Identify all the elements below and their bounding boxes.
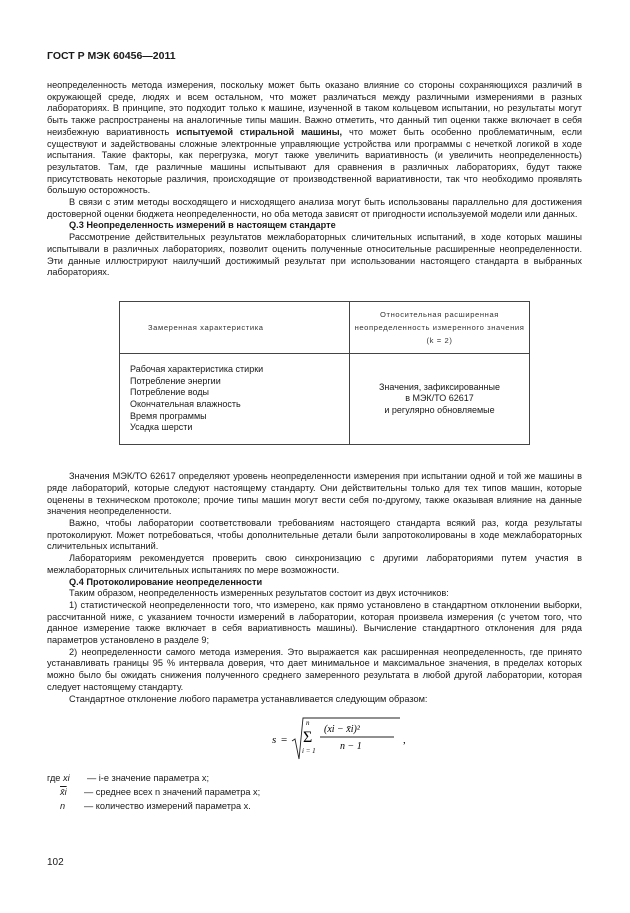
sum-lower: i = 1 — [302, 747, 316, 756]
paragraph-iec-values: Значения МЭК/ТО 62617 определяют уровень неопределенности измерения при испытании одной и той же машины в ряде лабораторий, которые следуют настоящему стандарту. Они действительны только для тех типов машин, которые оценены в техническом протоколе; прочие типы машин могут вести себя по-другому, также оказывая влияние на данные значения неопределенности. — [47, 471, 582, 517]
paragraph-analysis: В связи с этим методы восходящего и нисходящего анализа могут быть использованы параллельно для достижения достоверной оценки бюджета неопределенности, но оба метода зависят от пригодности используемой модели или данных. — [47, 197, 582, 219]
table-row: Потребление энергии — [130, 375, 221, 386]
section-heading-q3: Q.3 Неопределенность измерений в настоящем стандарте — [69, 220, 336, 231]
table-characteristics-cell — [120, 353, 350, 444]
svg-text:=: = — [281, 734, 288, 747]
paragraph-q3: Рассмотрение действительных результатов межлабораторных сличительных испытаний, в ходе которых машины испытывали в различных лабораториях, позволит оценить полученные относительные расширенные неопределенности. Эти данные иллюстрируют наилучший достижимый результат при использовании настоящего стандарта в выбранных лабораториях. — [47, 232, 582, 278]
formula-graphic — [272, 715, 422, 763]
paragraph-q4-intro: Таким образом, неопределенность измеренных результатов состоит из двух источников: — [69, 588, 449, 599]
definition-text: — i-е значение параметра x; — [86, 773, 209, 784]
formula-denominator: n − 1 — [340, 741, 362, 753]
paragraph-q4-item1: 1) статистической неопределенности того, что измерено, как прямо установлено в стандартном отклонении выборки, рассчитанной ниже, с указанием точности измерений в лаборатории, которая произвела измерения (с учетом того, что данное измерение также включает в себя вариативность машины). Вычисление стандартного отклонения для ряда параметров установлено в разделе 9; — [47, 599, 582, 646]
formula-numerator: (xi − x̄i)² — [324, 724, 360, 736]
section-heading-q4: Q.4 Протоколирование неопределенности — [69, 576, 263, 587]
sum-upper: n — [306, 719, 310, 728]
paragraph-continuation: неопределенность метода измерения, поскольку может быть оказано влияние со стороны сохраняющихся различий в окружающей среде, людях и всем остальном, что может различаться между различными измерениями в разных лабораториях. В принципе, это подходит только к машине, изученной в таком кольцевом испытании, но результаты могут быть также распространены на аналогичные типы машин. Важно отметить, что данный тип оценки также включает в себя неизбежную вариативность испытуемой стиральной машины, что может быть особенно проблематичным, если существуют и задействованы сложные электронные управляющие устройства или программы с нечеткой логикой в ходе испытания. Такие факторы, как перегрузка, могут также увеличить вариативность (и увеличить неопределенность) результатов. Там, где различные машины испытывают для сравнения в различных лабораториях, будут также присутствовать некоторые различия, происходящие от производственной вариативности, так что необходимо проявлять большую осторожность. — [47, 80, 582, 196]
table-row: Окончательная влажность — [130, 399, 241, 410]
paragraph-q4-item2: 2) неопределенности самого метода измерения. Это выражается как расширенная неопределенность, где принято устанавливать границы 95 % интервала доверия, что дает минимальное и максимальное значения, в пределах которых можно было бы ожидать снижения полученного среднего замеренного результата в любой другой лаборатории, которая следует настоящему стандарту. — [47, 646, 582, 692]
std-deviation-formula — [47, 715, 582, 763]
page-number: 102 — [47, 857, 64, 868]
table-row: Рабочая характеристика стирки — [130, 363, 264, 374]
definition-symbol: n — [60, 801, 66, 812]
uncertainty-table — [119, 301, 530, 445]
table-row: Усадка шерсти — [130, 422, 193, 433]
definition-symbol: x̄i — [60, 787, 67, 798]
document-body — [47, 80, 582, 813]
table-values-cell: Значения, зафиксированные в МЭК/ТО 62617 и регулярно обновляемые — [350, 353, 530, 444]
definition-row — [47, 799, 582, 813]
definition-text: — среднее всех n значений параметра x; — [84, 787, 261, 798]
definition-row: где xi — i-е значение параметра x; — [47, 773, 209, 784]
definition-row — [47, 785, 582, 799]
table-header-characteristic: Замеренная характеристика — [120, 301, 350, 353]
page-header: ГОСТ Р МЭК 60456—2011 — [47, 50, 176, 62]
sum-sign: Σ — [303, 729, 313, 747]
paragraph-lab-sync: Лабораториям рекомендуется проверить свою синхронизацию с другими лабораториями путем участия в межлабораторных сличительных испытаниях по мере возможности. — [47, 553, 582, 575]
table-header-uncertainty: Относительная расширенная неопределенность измеренного значения (k = 2) — [350, 301, 530, 353]
paragraph-q4-formula-intro: Стандартное отклонение любого параметра устанавливается следующим образом: — [69, 693, 428, 704]
table-row: Потребление воды — [130, 387, 210, 398]
svg-text:,: , — [403, 734, 406, 747]
bold-phrase: испытуемой стиральной машины, — [176, 126, 343, 137]
definition-text: — количество измерений параметра x. — [84, 801, 251, 812]
paragraph-lab-requirements: Важно, чтобы лаборатории соответствовали требованиям настоящего стандарта всякий раз, когда результаты протоколируют. Может потребоваться, чтобы дополнительные детали были запротоколированы в ходе межлабораторных сличительных испытаний. — [47, 517, 582, 552]
table-row: Время программы — [130, 410, 207, 421]
variable-definitions — [47, 771, 582, 813]
definition-symbol: xi — [62, 773, 70, 784]
formula-lhs: s — [272, 734, 277, 747]
